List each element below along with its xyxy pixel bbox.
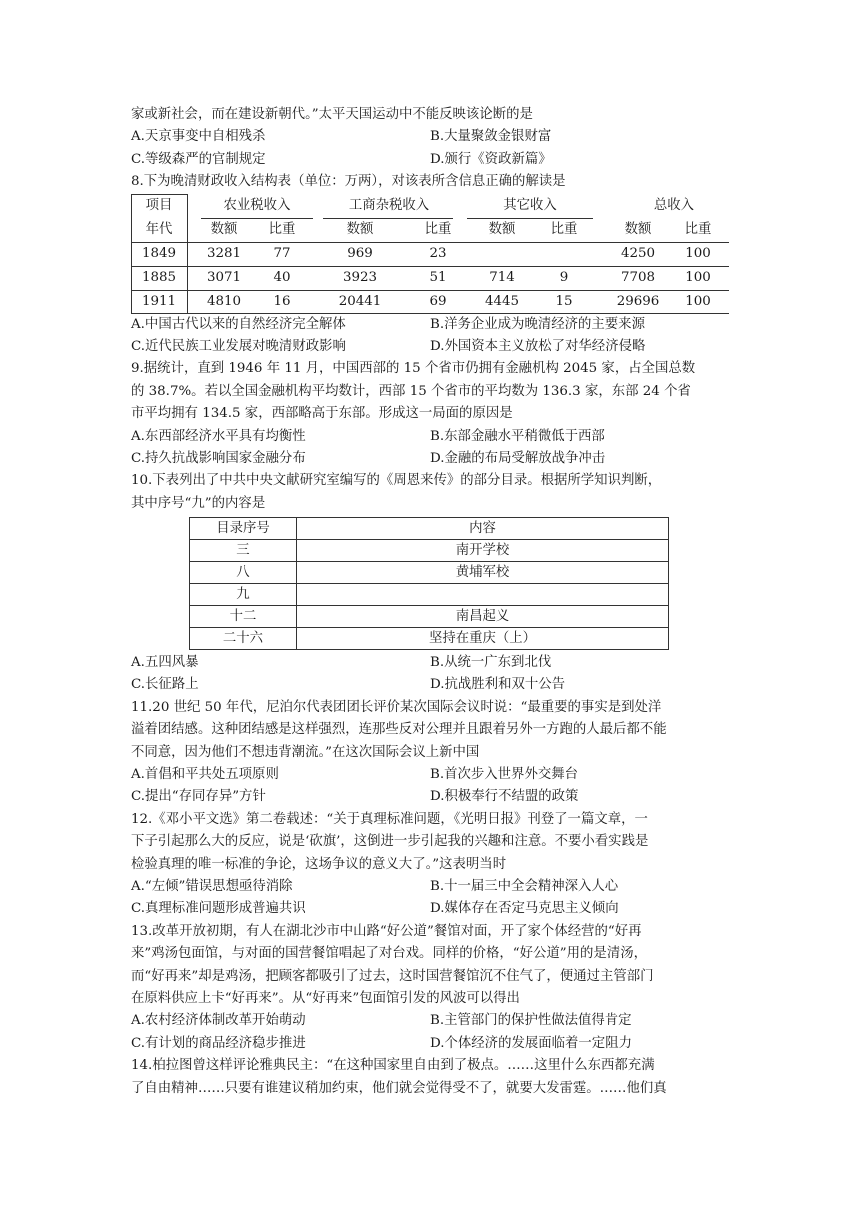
header-corner-top: 项目 [145,197,173,213]
q7-option-c: C.等级森严的官制规定 [131,151,266,167]
q7-option-d: D.颁行《资政新篇》 [430,151,552,167]
subheader: 数额 [210,221,238,237]
table-cell: 100 [685,269,711,285]
q12-stem-line: 12.《邓小平文选》第二卷载述：“关于真理标准问题，《光明日报》刊登了一篇文章，一 [131,811,648,827]
row-year: 1911 [141,293,177,309]
table-cell: 3071 [206,269,242,285]
q14-stem-line: 了自由精神……只要有谁建议稍加约束，他们就会觉得受不了，就要大发雷霆。……他们真 [131,1080,667,1096]
q11-options-row-1 [131,764,737,786]
q8-option-a: A.中国古代以来的自然经济完全解体 [131,316,346,332]
table-cell: 南昌起义 [297,606,669,628]
table-cell: 4810 [206,293,242,309]
q10-stem-line: 其中序号“九”的内容是 [131,495,266,511]
q7-option-b: B.大量聚敛金银财富 [430,129,552,145]
q8-option-b: B.洋务企业成为晚清经济的主要来源 [430,316,645,332]
q11-option-d: D.积极奉行不结盟的政策 [430,789,579,805]
subheader: 比重 [684,221,712,237]
table-cell: 15 [555,293,573,309]
table-cell: 16 [273,293,291,309]
table-cell: 黄埔军校 [297,562,669,584]
group-header-agri: 农业税收入 [223,197,291,213]
q11-stem-line: 不同意，因为他们不想违背潮流。”在这次国际会议上新中国 [131,744,480,760]
q9-option-d: D.金融的布局受解放战争冲击 [430,450,606,466]
table-cell: 40 [273,269,291,285]
q13-option-a: A.农村经济体制改革开始萌动 [131,1013,306,1029]
subheader: 数额 [488,221,516,237]
table-cell: 20441 [338,293,382,309]
q10-option-b: B.从统一广东到北伐 [430,655,552,671]
row-year: 1885 [141,269,177,285]
table-cell: 9 [559,269,569,285]
q9-option-b: B.东部金融水平稍微低于西部 [430,428,605,444]
subheader: 数额 [346,221,374,237]
q10-stem-line: 10.下表列出了中共中央文献研究室编写的《周恩来传》的部分目录。根据所学知识判断， [131,473,662,489]
q9-stem-line: 市平均拥有 134.5 家，西部略高于东部。形成这一局面的原因是 [131,406,513,422]
table-cell: 八 [190,562,297,584]
q13-stem-line: 而“好再来”却是鸡汤，把顾客都吸引了过去，这时国营餐馆沉不住气了，便通过主管部门 [131,968,654,984]
exam-page [131,104,737,1100]
q13-option-d: D.个体经济的发展面临着一定阻力 [430,1035,632,1051]
q9-stem-line: 9.据统计，直到 1946 年 11 月，中国西部的 15 个省市仍拥有金融机构 2045 家，占全国总数 [131,361,696,377]
q11-options-row-2 [131,786,737,808]
table-row [190,562,669,584]
table-cell: 100 [685,245,711,261]
table-cell: 4445 [484,293,520,309]
q11-option-c: C.提出“存同存异”方针 [131,789,266,805]
q8-options-row-1 [131,314,737,336]
group-header-industry: 工商杂税收入 [348,197,430,213]
header-corner-bottom: 年代 [145,221,173,237]
q10-option-c: C.长征路上 [131,677,199,693]
q9-stem-line: 的 38.7%。若以全国金融机构平均数计，西部 15 个省市的平均数为 136.3 家，东部 24 个省 [131,383,691,399]
table-cell: 29696 [616,293,660,309]
q12-option-d: D.媒体存在否定马克思主义倾向 [430,901,619,917]
table-cell: 3281 [206,245,242,261]
q13-option-c: C.有计划的商品经济稳步推进 [131,1035,306,1051]
table-cell: 3923 [342,269,378,285]
table-cell: 7708 [620,269,656,285]
table-cell: 969 [347,245,373,261]
row-year: 1849 [141,245,177,261]
q7-options-row-1 [131,126,737,148]
table-row [190,606,669,628]
q8-options-row-2 [131,336,737,358]
q12-stem-line: 检验真理的唯一标准的争论，这场争议的意义大了。”这表明当时 [131,856,507,872]
q10-option-d: D.抗战胜利和双十公告 [430,677,566,693]
group-header-total: 总收入 [653,197,695,213]
q12-option-b: B.十一届三中全会精神深入人心 [430,878,619,894]
table-cell: 51 [429,269,447,285]
q13-stem-line: 来”鸡汤包面馆，与对面的国营餐馆唱起了对台戏。同样的价格，“好公道”用的是清汤， [131,946,647,962]
q13-stem-line: 在原料供应上卡“好再来”。从“好再来”包面馆引发的风波可以得出 [131,990,520,1006]
q11-stem-line: 溢着团结感。这种团结感是这样强烈，连那些反对公理并且跟着另外一方跑的人最后都不能 [131,722,667,738]
q12-stem-line: 下子引起那么大的反应，说是‘砍旗’，这倒进一步引起我的兴趣和注意。不要小看实践是 [131,834,649,850]
table-cell: 十二 [190,606,297,628]
q9-option-c: C.持久抗战影响国家金融分布 [131,450,306,466]
table-cell: 714 [489,269,515,285]
q8-option-c: C.近代民族工业发展对晚清财政影响 [131,338,346,354]
table-cell: 三 [190,540,297,562]
table-cell: 九 [190,584,297,606]
q11-option-b: B.首次步入世界外交舞台 [430,767,579,783]
header-cell: 目录序号 [190,518,297,540]
subheader: 比重 [268,221,296,237]
q7-option-a: A.天京事变中自相残杀 [131,129,266,145]
q8-stem: 8.下为晚清财政收入结构表（单位：万两），对该表所含信息正确的解读是 [131,174,566,190]
q9-options-row-1 [131,426,737,448]
subheader: 比重 [424,221,452,237]
table-header-row [190,518,669,540]
biography-contents-table [189,517,669,650]
q11-option-a: A.首倡和平共处五项原则 [131,767,279,783]
table-cell: 77 [273,245,291,261]
q9-option-a: A.东西部经济水平具有均衡性 [131,428,306,444]
table-cell: 100 [685,293,711,309]
q10-options-row-1 [131,652,737,674]
q13-options-row-2 [131,1033,737,1055]
subheader: 比重 [550,221,578,237]
table-cell [297,584,669,606]
group-header-other: 其它收入 [503,197,557,213]
table-row [190,540,669,562]
table-row [190,628,669,650]
q12-option-c: C.真理标准问题形成普遍共识 [131,901,306,917]
q11-stem-line: 11.20 世纪 50 年代，尼泊尔代表团团长评价某次国际会议时说：“最重要的事实是到处洋 [131,699,662,715]
table-cell [477,242,527,266]
table-cell: 23 [429,245,447,261]
table-cell [539,242,589,266]
q13-option-b: B.主管部门的保护性做法值得肯定 [430,1013,632,1029]
table-cell: 坚持在重庆（上） [297,628,669,650]
q9-options-row-2 [131,448,737,470]
header-cell: 内容 [297,518,669,540]
q10-option-a: A.五四风暴 [131,655,199,671]
q8-option-d: D.外国资本主义放松了对华经济侵略 [430,338,646,354]
table-cell: 4250 [620,245,656,261]
table-cell: 南开学校 [297,540,669,562]
table-row [190,584,669,606]
q7-options-row-2 [131,149,737,171]
q7-stem-tail: 家或新社会，而在建设新朝代。”太平天国运动中不能反映该论断的是 [131,107,533,122]
q12-option-a: A.“左倾”错误思想亟待消除 [131,878,293,894]
q12-options-row-1 [131,876,737,898]
q13-options-row-1 [131,1010,737,1032]
q13-stem-line: 13.改革开放初期，有人在湖北沙市中山路“好公道”餐馆对面，开了家个体经营的“好再 [131,923,642,939]
subheader: 数额 [624,221,652,237]
finance-table [131,194,737,314]
q14-stem-line: 14.柏拉图曾这样评论雅典民主：“在这种国家里自由到了极点。……这里什么东西都充满 [131,1058,655,1074]
q12-options-row-2 [131,898,737,920]
table-cell: 二十六 [190,628,297,650]
table-cell: 69 [429,293,447,309]
q10-options-row-2 [131,674,737,696]
